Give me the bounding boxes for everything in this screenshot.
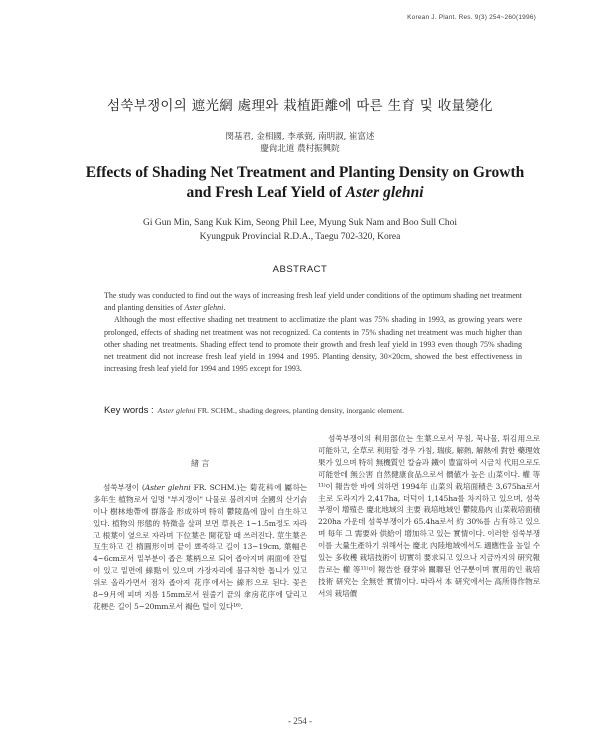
english-authors: Gi Gun Min, Sang Kuk Kim, Seong Phil Lee, Myung Suk Nam and Boo Sull Choi: [142, 218, 458, 228]
intro-left-text: FR. SCHM.)는 菊花科에 屬하는 多年生 植物로서 일명 "부지갱이" 나물로 불려지며 全國의 산기슭이나 樹林地帶에 群落을 形成하며 特히 鬱陵島에 많이 自生하고 있다. 植物의 形態的 特徵을 살펴 보면 草長은 1~1.5m정도 자라고 根葉이 옆으로 자라며 下位葉은 開花할 때 쓰러진다. 莖生葉은 互生하고 긴 楕圓形이며 끝이 뾰족하고 길이 13~19cm, 葉幅은 4~6cm로서 밑부분이 좁은 葉柄으로 되어 좁아지며 兩面에 잔털이 있고 밑면에 線點이 있으며 가장자리에 불규칙한 톱니가 있고 위로 올라가면서 점차 좁아져 花序에서는 線形으로 된다. 꽃은 8~9月에 피며 지름 15mm로서 원줄기 끝의 傘房花序에 달리고 花梗은 길이 5~20mm로서 褐色 털이 있다¹⁶⁾.: [93, 482, 307, 611]
abstract-body: [104, 290, 522, 375]
korean-title: 섬쑥부쟁이의 遮光網 處理와 栽植距離에 따른 生育 및 收量變化: [107, 98, 493, 114]
english-title: [60, 163, 550, 202]
journal-reference: Korean J. Plant. Res. 9(3) 254~260(1996): [407, 14, 536, 21]
abstract-p1-species: Aster glehni: [184, 303, 224, 313]
english-affiliation: Kyungpuk Provincial R.D.A., Taegu 702-320, Korea: [199, 232, 401, 242]
intro-right-paragraph: 섬쑥부쟁이의 利用部位는 生葉으로서 무침, 묵나물, 튀김用으로 可能하고, 全草로 利用할 경우 가침, 瑞痰, 解熱, 解熱에 對한 藥理效果가 있으며 特히 無機質인 칼슘과 鐵이 豊富하여 시금치 代用으로도 可能한데 無公害 自然健康食品으로서 價値가 높은 山菜이다. 權 等¹¹⁾이 報告한 바에 의하면 1994年 山菜의 栽培面積은 3,675ha로서 主로 도라지가 2,417ha, 더덕이 1,145ha를 차지하고 있으며, 섬쑥부쟁이 增殖은 慶北地域의 主要 栽培地域인 鬱陵島內 山菜栽培面積 220ha 가운데 섬쑥부쟁이가 65.4ha로서 約 30%를 占有하고 있으며 每年 그 需要와 供給이 增加하고 있는 實情이다. 이러한 섬쑥부쟁이를 大量生產하기 위해서는 慶北 內陸地域에서도 適應性을 높일 수 있는 多收穫 栽培技術이 切實히 要求되고 있으나 지금까지의 研究報告로는 權 等¹¹⁾이 報告한 發芽와 關聯된 연구뿐이며 實用的인 栽培 技術 研究는 全無한 實情이다. 따라서 本 研究에서는 高所得作物로서의 栽培價: [318, 434, 540, 598]
keywords-line: [104, 405, 544, 416]
intro-left-species: Aster glehni: [144, 482, 191, 492]
abstract-p1-end: .: [223, 303, 226, 313]
korean-authors: 閔基君, 金相國, 李承弼, 南明淑, 崔富述: [225, 132, 375, 142]
intro-right-column: [318, 433, 540, 600]
keywords-label: Key words :: [104, 405, 154, 416]
intro-left-paragraph: [93, 482, 307, 613]
english-title-species: Aster glehni: [345, 183, 424, 201]
keywords-species: Aster glehni: [157, 406, 196, 415]
intro-heading: 緖 言: [190, 459, 210, 468]
english-title-line2: and Fresh Leaf Yield of: [186, 183, 346, 201]
intro-left-prefix: 섬쑥부쟁이 (: [103, 482, 145, 492]
page-number: - 254 -: [288, 716, 312, 726]
abstract-paragraph-1: [104, 290, 522, 314]
keywords-list: FR. SCHM., shading degrees, planting density, inorganic element.: [195, 406, 405, 415]
abstract-p1-text: The study was conducted to find out the ways of increasing fresh leaf yield under conditions of the optimum shading net treatment and planting densities of: [104, 291, 522, 313]
korean-affiliation: 慶尙北道 農村振興院: [260, 144, 340, 154]
abstract-paragraph-2: Although the most effective shading net treatment to acclimatize the plant was 75% shading in 1993, as growing years were prolonged, effects of shading net treatment was not recognized. Ca contents in 75% shading net treatment was much higher than other shading net treatments. Shading effect tend to promote their growth and fresh leaf yield in 1993 even though 75% shading net treatment did not increase fresh leaf yield in 1994 and 1995. Planting density, 30×20cm, showed the best effectiveness in increasing fresh leaf yield for 1994 and 1995 except for 1993.: [104, 315, 522, 374]
english-title-line1: Effects of Shading Net Treatment and Planting Density on Growth: [85, 164, 525, 181]
intro-left-column: [93, 458, 307, 613]
abstract-heading: ABSTRACT: [272, 264, 328, 275]
